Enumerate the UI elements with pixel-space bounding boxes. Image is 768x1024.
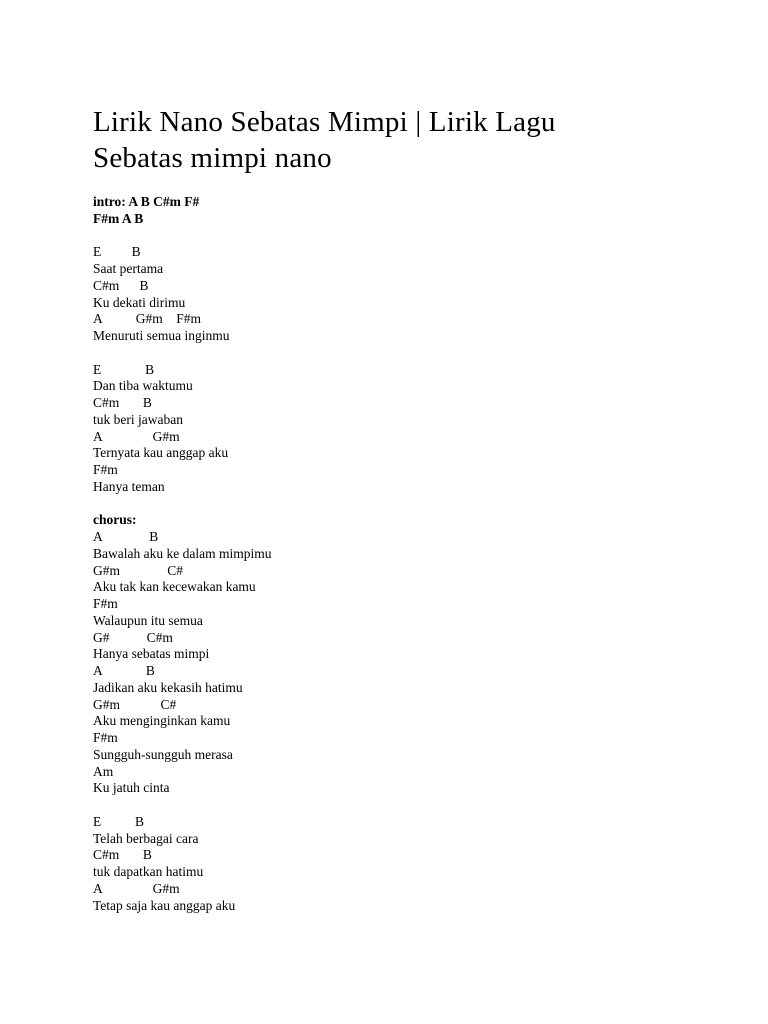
lyric-line: E B — [93, 813, 145, 829]
lyric-line: Ku jatuh cinta — [93, 780, 170, 796]
lyric-line: Aku tak kan kecewakan kamu — [93, 579, 256, 595]
lyric-line: Bawalah aku ke dalam mimpimu — [93, 545, 272, 561]
lyric-line: tuk beri jawaban — [93, 411, 183, 427]
lyric-line: Dan tiba waktumu — [93, 378, 193, 394]
lyric-line: A G#m — [93, 880, 180, 896]
lyric-line: F#m — [93, 596, 118, 611]
lyric-line: Am — [93, 763, 114, 779]
lyric-line: E B — [93, 361, 155, 377]
lyric-line: Sungguh-sungguh merasa — [93, 746, 233, 762]
lyric-line: G#m C# — [93, 696, 177, 712]
lyric-line: Walaupun itu semua — [93, 612, 203, 628]
lyric-line: C#m B — [93, 395, 152, 410]
lyric-line: Ku dekati dirimu — [93, 294, 186, 310]
lyric-line: tuk dapatkan hatimu — [93, 864, 204, 879]
blank-line — [93, 345, 733, 362]
lyric-line: C#m B — [93, 847, 152, 863]
lyric-line: A G#m F#m — [93, 311, 202, 327]
lyric-line: A B — [93, 663, 155, 678]
title-line-1: Lirik Nano Sebatas Mimpi | Lirik Lagu — [93, 106, 556, 138]
blank-line — [93, 228, 733, 245]
lyric-line: A G#m — [93, 428, 180, 444]
lyric-line: Tetap saja kau anggap aku — [93, 897, 236, 913]
document-page — [93, 104, 733, 914]
lyric-line: Hanya teman — [93, 478, 165, 494]
lyric-line: G#m C# — [93, 562, 184, 578]
lyric-line: E B — [93, 244, 141, 260]
lyrics-body — [93, 194, 733, 914]
lyric-line: Telah berbagai cara — [93, 830, 199, 846]
lyric-line: Hanya sebatas mimpi — [93, 646, 210, 662]
lyric-line: A B — [93, 529, 159, 544]
document-title — [93, 104, 733, 176]
section-label: chorus: — [93, 512, 137, 528]
lyric-line: Saat pertama — [93, 261, 164, 276]
blank-line — [93, 496, 733, 513]
lyric-line: F#m — [93, 462, 118, 477]
lyric-line: C#m B — [93, 277, 149, 293]
title-line-2: Sebatas mimpi nano — [93, 142, 332, 174]
lyric-line: Aku menginginkan kamu — [93, 713, 231, 729]
lyric-line: G# C#m — [93, 629, 173, 645]
lyric-line: Ternyata kau anggap aku — [93, 445, 229, 461]
section-label: F#m A B — [93, 210, 144, 226]
blank-line — [93, 797, 733, 814]
lyric-line: Jadikan aku kekasih hatimu — [93, 679, 243, 695]
section-label: intro: A B C#m F# — [93, 194, 200, 209]
lyric-line: F#m — [93, 730, 118, 745]
lyric-line: Menuruti semua inginmu — [93, 328, 230, 343]
